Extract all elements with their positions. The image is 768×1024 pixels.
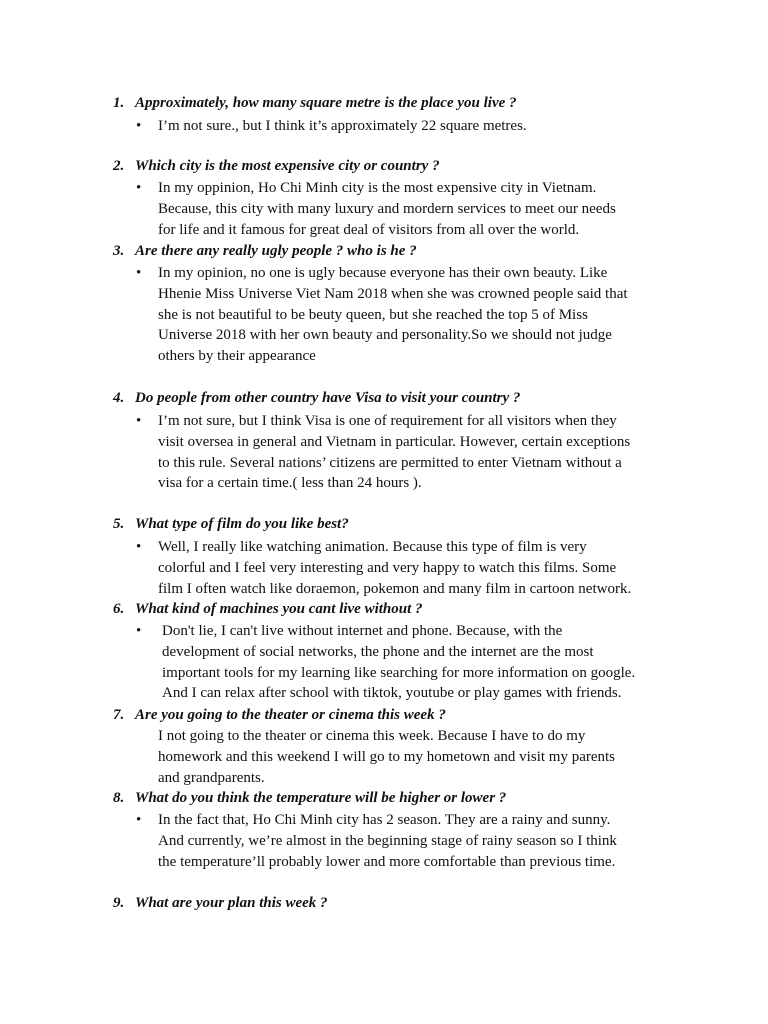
answer-line: important tools for my learning like searching for more information on google. — [162, 664, 636, 681]
question-4 — [113, 388, 520, 408]
bullet-icon: • — [136, 118, 142, 134]
answer-line: Because, this city with many luxury and mordern services to meet our needs — [158, 200, 616, 217]
answer-1 — [158, 116, 678, 137]
answer-line: And currently, we’re almost in the beginning stage of rainy season so I think — [158, 832, 617, 849]
answer-line: I’m not sure, but I think Visa is one of requirement for all visitors when they — [158, 413, 617, 429]
question-text: What type of film do you like best? — [135, 516, 349, 532]
bullet-icon: • — [136, 180, 142, 196]
answer-line: visa for a certain time.( less than 24 hours ). — [158, 475, 422, 492]
answer-5 — [158, 537, 678, 599]
answer-line: film I often watch like doraemon, pokemon and many film in cartoon network. — [158, 580, 632, 597]
question-1 — [113, 93, 517, 113]
answer-line: I not going to the theater or cinema this week. Because I have to do my — [158, 728, 586, 744]
answer-7 — [158, 726, 678, 788]
answer-line: I’m not sure., but I think it’s approximately 22 square metres. — [158, 118, 527, 134]
question-text: Which city is the most expensive city or country ? — [135, 158, 440, 174]
answer-6 — [162, 621, 682, 704]
question-text: What are your plan this week ? — [135, 895, 328, 911]
answer-line: In the fact that, Ho Chi Minh city has 2 season. They are a rainy and sunny. — [158, 812, 611, 828]
question-7 — [113, 705, 446, 725]
answer-line: And I can relax after school with tiktok, youtube or play games with friends. — [162, 685, 622, 702]
answer-line: In my oppinion, Ho Chi Minh city is the most expensive city in Vietnam. — [158, 180, 597, 196]
answer-2 — [158, 178, 678, 240]
answer-line: visit oversea in general and Vietnam in particular. However, certain exceptions — [158, 433, 631, 450]
bullet-icon: • — [136, 265, 142, 281]
question-number: 5. — [113, 516, 125, 532]
question-number: 7. — [113, 707, 125, 723]
answer-3 — [158, 263, 678, 367]
answer-line: Don't lie, I can't live without internet and phone. Because, with the — [162, 623, 563, 639]
question-9 — [113, 893, 328, 913]
answer-line: she is not beautiful to be beuty queen, but she reached the top 5 of Miss — [158, 306, 588, 323]
answer-line: development of social networks, the phone and the internet are the most — [162, 643, 594, 660]
answer-line: Hhenie Miss Universe Viet Nam 2018 when she was crowned people said that — [158, 285, 628, 302]
question-text: What kind of machines you cant live without ? — [135, 601, 423, 617]
answer-line: homework and this weekend I will go to my hometown and visit my parents — [158, 748, 616, 765]
answer-line: to this rule. Several nations’ citizens are permitted to enter Vietnam without a — [158, 454, 622, 471]
answer-line: others by their appearance — [158, 348, 316, 365]
answer-line: the temperature’ll probably lower and more comfortable than previous time. — [158, 853, 616, 870]
answer-line: Universe 2018 with her own beauty and personality.So we should not judge — [158, 327, 612, 344]
question-number: 2. — [113, 158, 125, 174]
question-text: Are there any really ugly people ? who is he ? — [135, 243, 417, 259]
question-6 — [113, 599, 423, 619]
bullet-icon: • — [136, 413, 142, 429]
answer-line: colorful and I feel very interesting and very happy to watch this films. Some — [158, 559, 617, 576]
question-number: 6. — [113, 601, 125, 617]
bullet-icon: • — [136, 812, 142, 828]
question-number: 1. — [113, 95, 125, 111]
question-text: Do people from other country have Visa to visit your country ? — [135, 390, 521, 406]
question-text: Are you going to the theater or cinema this week ? — [135, 707, 446, 723]
answer-line: for life and it famous for great deal of visitors from all over the world. — [158, 221, 580, 238]
question-3 — [113, 241, 417, 261]
bullet-icon: • — [136, 623, 142, 639]
answer-line: In my opinion, no one is ugly because everyone has their own beauty. Like — [158, 265, 608, 281]
question-5 — [113, 514, 349, 534]
bullet-icon: • — [136, 539, 142, 555]
question-8 — [113, 788, 506, 808]
answer-8 — [158, 810, 678, 872]
question-2 — [113, 156, 440, 176]
question-number: 8. — [113, 790, 125, 806]
question-text: Approximately, how many square metre is the place you live ? — [135, 95, 517, 111]
answer-line: and grandparents. — [158, 769, 265, 786]
question-text: What do you think the temperature will be higher or lower ? — [135, 790, 507, 806]
question-number: 9. — [113, 895, 125, 911]
question-number: 3. — [113, 243, 125, 259]
question-number: 4. — [113, 390, 125, 406]
answer-4 — [158, 411, 678, 494]
answer-line: Well, I really like watching animation. Because this type of film is very — [158, 539, 587, 555]
